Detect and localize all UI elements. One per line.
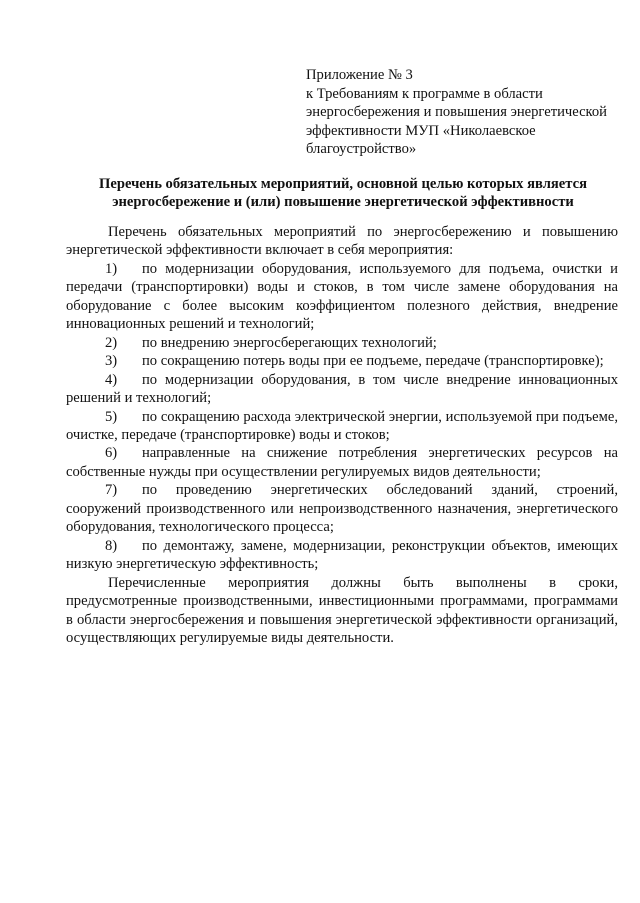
list-item-text: по сокращению расхода электрической энергии, используемой при подъеме, очистке, передаче (транспортировке) воды и стоков; xyxy=(66,408,618,443)
list-item xyxy=(66,371,618,408)
list-item xyxy=(66,537,618,574)
list-item-text: направленные на снижение потребления энергетических ресурсов на собственные нужды при осуществлении регулируемых видов деятельности; xyxy=(66,445,618,480)
list-item-text: по модернизации оборудования, используемого для подъема, очистки и передачи (транспортировки) воды и стоков, в том числе замене оборудования на оборудование с более высоким коэффициентом полезного действия, внедрение инновационных решений и технологий; xyxy=(66,260,618,333)
list-item-number: 7) xyxy=(105,482,118,499)
appendix-line: к Требованиям к программе в области xyxy=(306,85,543,102)
title-line: энергосбережение и (или) повышение энергетической эффективности xyxy=(112,194,574,211)
list-item xyxy=(66,334,618,352)
list-item-number: 3) xyxy=(105,353,118,370)
list-item xyxy=(66,352,618,370)
appendix-line: эффективности МУП «Николаевское xyxy=(306,122,536,139)
list-item-text: по сокращению потерь воды при ее подъеме, передаче (транспортировке); xyxy=(142,353,604,370)
list-item-number: 4) xyxy=(105,371,118,388)
document-body xyxy=(66,223,618,647)
document-title xyxy=(60,175,626,212)
list-item xyxy=(66,408,618,445)
list-item-number: 8) xyxy=(105,537,118,554)
list-item-text: по внедрению энергосберегающих технологий; xyxy=(142,334,437,351)
list-item-text: по демонтажу, замене, модернизации, реконструкции объектов, имеющих низкую энергетическую эффективность; xyxy=(66,537,618,573)
list-item-text: по проведению энергетических обследований зданий, строений, сооружений производственного или непроизводственного назначения, энергетического оборудования, технологического процесса; xyxy=(66,482,618,536)
list-item xyxy=(66,444,618,481)
list-item-number: 5) xyxy=(105,408,118,425)
appendix-line: благоустройство» xyxy=(306,141,417,158)
title-line: Перечень обязательных мероприятий, основной целью которых является xyxy=(99,176,587,192)
appendix-line: энергосбережения и повышения энергетической xyxy=(306,104,607,121)
list-item-number: 1) xyxy=(105,260,118,277)
appendix-header xyxy=(306,66,626,159)
list-item-text: по модернизации оборудования, в том числе внедрение инновационных решений и технологий; xyxy=(66,371,618,407)
list-item xyxy=(66,481,618,536)
list-item-number: 6) xyxy=(105,445,118,462)
intro-paragraph: Перечень обязательных мероприятий по энергосбережению и повышению энергетической эффективности включает в себя мероприятия: xyxy=(66,224,618,259)
appendix-line: Приложение № 3 xyxy=(306,67,413,83)
list-item xyxy=(66,260,618,334)
closing-paragraph: Перечисленные мероприятия должны быть выполнены в сроки, предусмотренные производственными, инвестиционными программами, программами в области энергосбережения и повышения энергетической эффективности организаций, осуществляющих регулируемые виды деятельности. xyxy=(66,574,618,646)
list-item-number: 2) xyxy=(105,334,118,351)
